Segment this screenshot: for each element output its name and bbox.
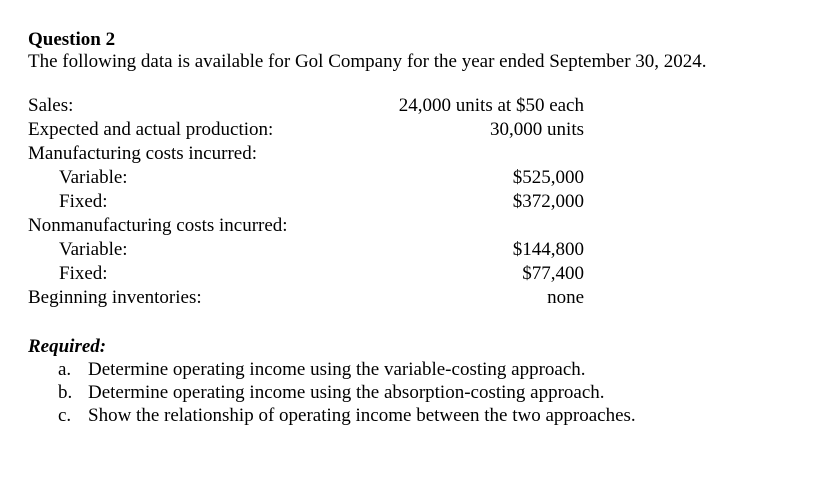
row-label: Expected and actual production: [28,119,274,140]
required-heading: Required: [28,336,107,357]
row-label: Beginning inventories: [28,287,202,308]
item-text: Show the relationship of operating income between the two approaches. [88,405,636,426]
row-value: $372,000 [512,191,584,212]
item-letter: a. [58,359,72,380]
row-value: none [547,287,584,308]
data-row-manufacturing-fixed [28,190,584,214]
question-title: Question 2 [28,29,116,50]
data-row-manufacturing-variable [28,166,584,190]
row-label: Fixed: [59,191,108,212]
required-item-c [58,404,808,427]
row-label: Variable: [59,239,128,260]
row-label: Manufacturing costs incurred: [28,143,257,164]
data-row-sales [28,94,584,118]
item-letter: b. [58,382,73,403]
row-label: Fixed: [59,263,108,284]
row-value: 24,000 units at $50 each [398,95,584,116]
row-label: Variable: [59,167,128,188]
row-label: Sales: [28,95,74,116]
data-row-nonmanufacturing-variable [28,238,584,262]
required-item-a [58,358,808,381]
row-value [352,214,584,238]
row-label: Nonmanufacturing costs incurred: [28,215,288,236]
item-text: Determine operating income using the variable-costing approach. [88,359,586,380]
row-value: $77,400 [522,263,584,284]
cost-data-table [28,94,584,310]
data-row-nonmanufacturing-fixed [28,262,584,286]
row-value: 30,000 units [490,119,584,140]
data-row-manufacturing-heading [28,142,584,166]
row-value: $144,800 [512,239,584,260]
question-intro: The following data is available for Gol Company for the year ended September 30, 2024. [28,51,707,72]
data-row-production [28,118,584,142]
row-value: $525,000 [512,167,584,188]
required-section [28,336,808,427]
item-text: Determine operating income using the absorption-costing approach. [88,382,605,403]
required-item-b [58,381,808,404]
required-list [28,358,808,427]
question-document [28,29,808,427]
data-row-beginning-inventories [28,286,584,310]
data-row-nonmanufacturing-heading [28,214,584,238]
row-value [352,142,584,166]
item-letter: c. [58,405,72,426]
